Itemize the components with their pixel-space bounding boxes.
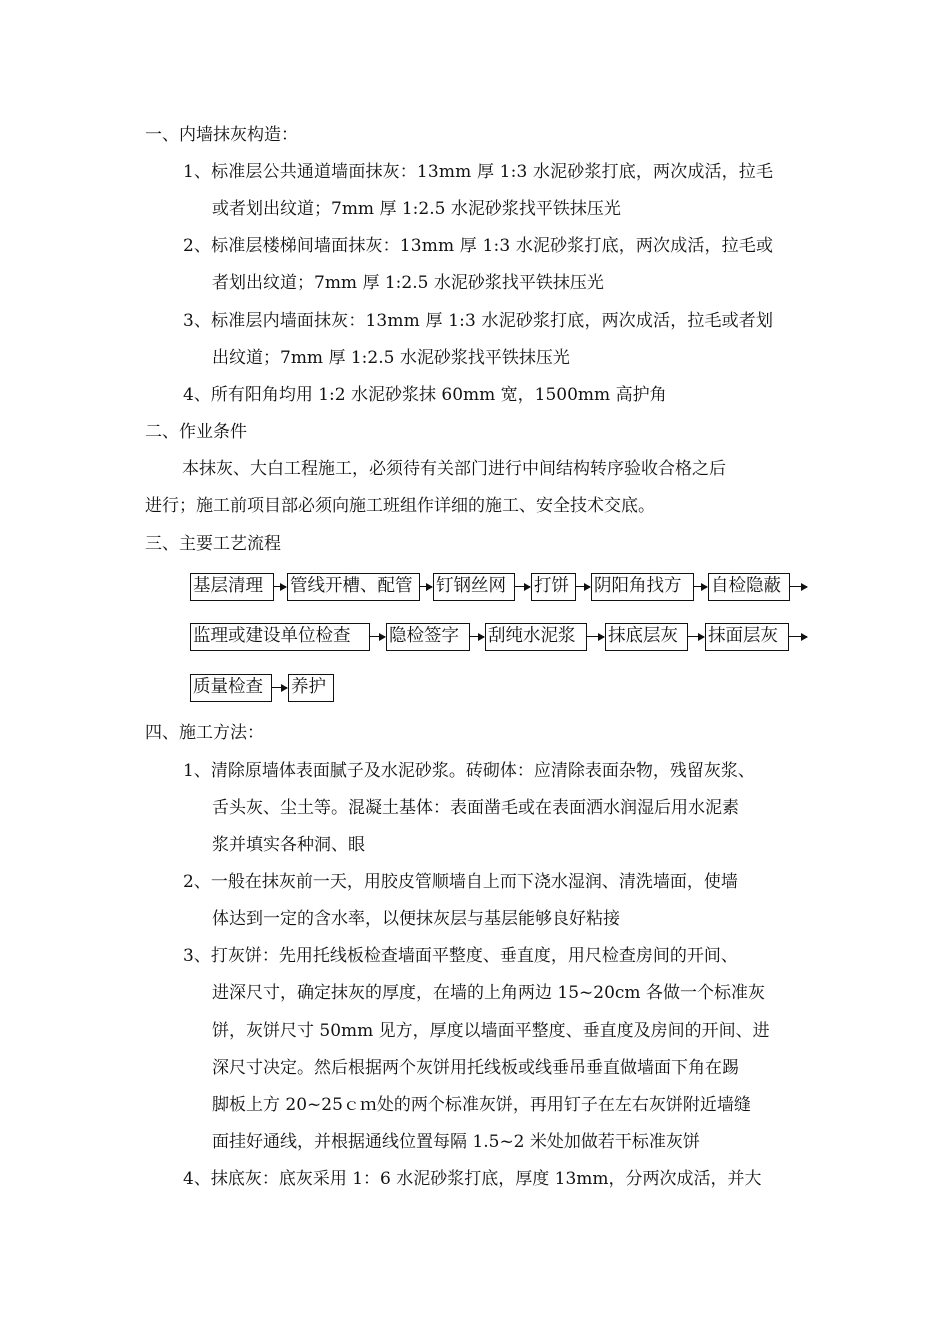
flow-arrow-icon [790,586,807,587]
flow-step: 抹面层灰 [705,623,789,651]
flow-arrow-icon [272,687,287,688]
section-1-heading: 一、内墙抹灰构造： [145,125,298,145]
s1-item2-line1: 2、标准层楼梯间墙面抹灰：13mm 厚 1:3 水泥砂浆打底，两次成活，拉毛或 [183,236,774,256]
s4-item1-line1: 1、清除原墙体表面腻子及水泥砂浆。砖砌体：应清除表面杂物，残留灰浆、 [183,761,755,781]
s4-item2-line1: 2、一般在抹灰前一天，用胶皮管顺墙自上而下浇水湿润、清洗墙面，使墙 [183,872,738,892]
flow-arrow-icon [789,636,807,637]
s4-item3-line5: 脚板上方 20~25ｃｍ处的两个标准灰饼，再用钉子在左右灰饼附近墙缝 [212,1095,751,1115]
s1-item1-line1: 1、标准层公共通道墙面抹灰：13mm 厚 1:3 水泥砂浆打底，两次成活，拉毛 [183,162,774,182]
section-4-heading: 四、施工方法： [145,723,264,743]
section-2-heading: 二、作业条件 [145,422,247,442]
flow-arrow-icon [694,586,707,587]
flow-arrow-icon [515,586,530,587]
s1-item3-line2: 出纹道；7mm 厚 1:2.5 水泥砂浆找平铁抹压光 [212,348,570,368]
flow-step: 管线开槽、配管 [287,573,420,601]
flow-step: 养护 [288,674,334,702]
s1-item3-line1: 3、标准层内墙面抹灰：13mm 厚 1:3 水泥砂浆打底，两次成活，拉毛或者划 [183,311,774,331]
flow-arrow-icon [576,586,590,587]
flow-arrow-icon [420,586,432,587]
flow-step: 刮纯水泥浆 [485,623,587,651]
flow-row-2 [190,623,830,653]
flow-row-3 [190,674,830,704]
flow-step: 质量检查 [190,674,272,702]
s4-item3-line4: 深尺寸决定。然后根据两个灰饼用托线板或线垂吊垂直做墙面下角在踢 [212,1058,739,1078]
flow-step: 抹底层灰 [605,623,688,651]
s4-item1-line2: 舌头灰、尘土等。混凝土基体：表面凿毛或在表面洒水润湿后用水泥素 [212,798,739,818]
s4-item4-line1: 4、抹底灰：底灰采用 1：6 水泥砂浆打底，厚度 13mm，分两次成活，并大 [183,1169,762,1189]
s4-item2-line2: 体达到一定的含水率，以便抹灰层与基层能够良好粘接 [212,909,620,929]
flow-step: 基层清理 [190,573,274,601]
flow-step: 监理或建设单位检查 [190,623,370,651]
flow-step: 打饼 [531,573,576,601]
flow-step: 隐检签字 [386,623,470,651]
section-3-heading: 三、主要工艺流程 [145,534,281,554]
s1-item4-line1: 4、所有阳角均用 1:2 水泥砂浆抹 60mm 宽，1500mm 高护角 [183,385,667,405]
flow-step: 钉钢丝网 [433,573,515,601]
flow-arrow-icon [587,636,604,637]
s4-item3-line6: 面挂好通线，并根据通线位置每隔 1.5~2 米处加做若干标准灰饼 [212,1132,700,1152]
s4-item3-line3: 饼，灰饼尺寸 50mm 见方，厚度以墙面平整度、垂直度及房间的开间、进 [212,1021,770,1041]
flow-step: 阴阳角找方 [591,573,694,601]
s4-item3-line2: 进深尺寸，确定抹灰的厚度，在墙的上角两边 15~20cm 各做一个标准灰 [212,983,765,1003]
s1-item1-line2: 或者划出纹道；7mm 厚 1:2.5 水泥砂浆找平铁抹压光 [212,199,621,219]
s2-line2: 进行；施工前项目部必须向施工班组作详细的施工、安全技术交底。 [145,496,655,516]
flow-arrow-icon [370,636,385,637]
s1-item2-line2: 者划出纹道；7mm 厚 1:2.5 水泥砂浆找平铁抹压光 [212,273,604,293]
flow-row-1 [190,573,830,603]
s2-line1: 本抹灰、大白工程施工，必须待有关部门进行中间结构转序验收合格之后 [182,459,726,479]
flow-step: 自检隐蔽 [708,573,790,601]
s4-item1-line3: 浆并填实各种洞、眼 [212,835,365,855]
s4-item3-line1: 3、打灰饼：先用托线板检查墙面平整度、垂直度，用尺检查房间的开间、 [183,946,738,966]
flow-arrow-icon [274,586,286,587]
flow-arrow-icon [470,636,484,637]
flow-arrow-icon [688,636,704,637]
